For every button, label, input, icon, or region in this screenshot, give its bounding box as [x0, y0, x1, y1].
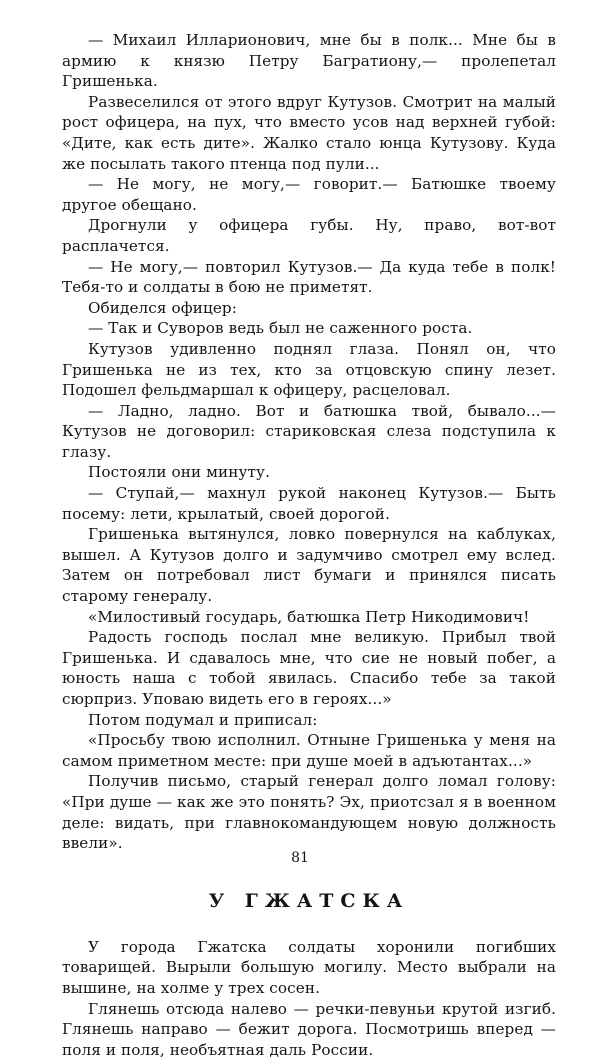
paragraph: — Не могу,— повторил Кутузов.— Да куда тебе в полк! Тебя-то и солдаты в бою не приметят.	[62, 257, 556, 297]
paragraph: — Не могу, не могу,— говорит.— Батюшке твоему другое обещано.	[62, 175, 556, 214]
paragraph: У города Гжатска солдаты хоронили погибших товарищей. Вырыли большую могилу. Место выбрали на вышине, на холме у трех сосен.	[62, 937, 556, 997]
section-title: У ГЖАТСКА	[208, 889, 410, 912]
paragraph: — Так и Суворов ведь был не саженного роста.	[88, 319, 473, 338]
paragraph: Обиделся офицер:	[88, 298, 237, 317]
page-body	[62, 30, 556, 1060]
paragraph: Глянешь отсюда налево — речки-певуньи крутой изгиб. Глянешь направо — бежит дорога. Посмотришь вперед — поля и поля, необъятная даль России.	[62, 999, 556, 1059]
paragraph: Радость господь послал мне великую. Прибыл твой Гришенька. И сдавалось мне, что сие не новый побег, а юность наша с тобой явилась. Спасибо тебе за такой сюрприз. Уповаю видеть его в героях...»	[62, 628, 556, 708]
paragraph: — Ступай,— махнул рукой наконец Кутузов.— Быть посему: лети, крылатый, своей дорогой.	[62, 484, 556, 523]
paragraph: — Ладно, ладно. Вот и батюшка твой, бывало...— Кутузов не договорил: стариковская слеза подступила к глазу.	[62, 401, 556, 461]
paragraph: Кутузов удивленно поднял глаза. Понял он, что Гришенька не из тех, кто за отцовскую спину лезет. Подошел фельдмаршал к офицеру, расцеловал.	[62, 339, 556, 400]
page-number: 81	[291, 850, 309, 866]
paragraph: Развеселился от этого вдруг Кутузов. Смотрит на малый рост офицера, на пух, что вместо усов над верхней губой: «Дите, как есть дите». Жалко стало юнца Кутузову. Куда же посылать такого птенца под пули...	[62, 92, 556, 173]
paragraph: «Просьбу твою исполнил. Отныне Гришенька у меня на самом приметном месте: при душе моей в адъютантах...»	[62, 731, 556, 770]
paragraph: — Михаил Илларионович, мне бы в полк... Мне бы в армию к князю Петру Багратиону,— пролепетал Гришенька.	[62, 31, 556, 91]
paragraph: Получив письмо, старый генерал долго ломал голову: «При душе — как же это понять? Эх, приотсзал я в военном деле: видать, при главнокомандующем новую должность ввели».	[62, 772, 556, 853]
paragraph: Потом подумал и приписал:	[88, 710, 318, 729]
paragraph: Гришенька вытянулся, ловко повернулся на каблуках, вышел. А Кутузов долго и задумчиво смотрел ему вслед. Затем он потребовал лист бумаги и принялся писать старому генералу.	[62, 525, 556, 606]
paragraph: Постояли они минуту.	[88, 463, 270, 482]
paragraph: Дрогнули у офицера губы. Ну, право, вот-вот расплачется.	[62, 216, 556, 255]
paragraph: «Милостивый государь, батюшка Петр Никодимович!	[88, 607, 530, 626]
